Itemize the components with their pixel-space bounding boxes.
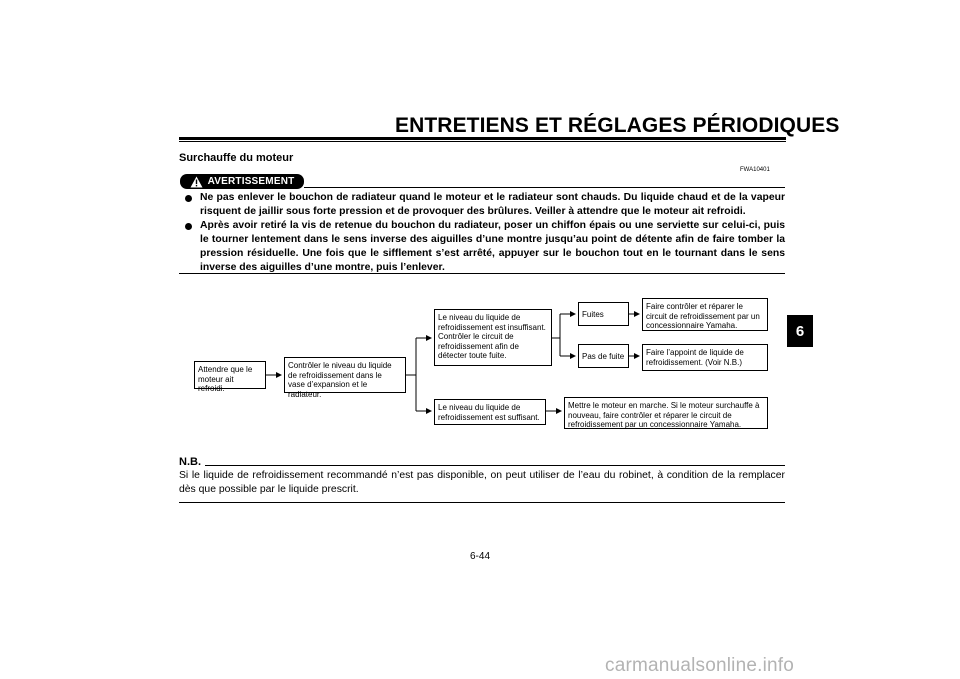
watermark: carmanualsonline.info [605, 655, 795, 676]
flow-step-restart: Mettre le moteur en marche. Si le moteur surchauffe à nouveau, faire contrôler et réparer le circuit de refroidissement par un concessionnaire Yamaha. [564, 397, 768, 429]
warning-bullet-text: Ne pas enlever le bouchon de radiateur quand le moteur et le radiateur sont chauds. Du liquide chaud et de la vapeur risquent de jaillir sous forte pression et de provoquer des brûlures. Veiller à attendre que le moteur ait refroidi. [200, 192, 785, 217]
flow-step-repair: Faire contrôler et réparer le circuit de refroidissement par un concessionnaire Yamaha. [642, 298, 768, 331]
flow-step-leaks: Fuites [578, 302, 629, 326]
flow-step-top-up: Faire l’appoint de liquide de refroidissement. (Voir N.B.) [642, 344, 768, 371]
section-title: Surchauffe du moteur [179, 152, 294, 164]
note-label: N.B. [179, 456, 201, 468]
warning-bullet-text: Après avoir retiré la vis de retenue du bouchon du radiateur, poser un chiffon épais ou une serviette sur celui-ci, puis le tourner lentement dans le sens inverse des aiguilles d’une montre jusqu’au point de détente afin de faire tomber la pression résiduelle. Une fois que le sifflement s’est arrêté, appuyer sur le bouchon tout en le tournant dans le sens inverse des aiguilles d’une montre, puis l’enlever. [200, 220, 785, 273]
flow-step-level-ok: Le niveau du liquide de refroidissement est suffisant. [434, 399, 546, 425]
flow-step-check-level: Contrôler le niveau du liquide de refroidissement dans le vase d’expansion et le radiateur. [284, 357, 406, 393]
note-text: Si le liquide de refroidissement recommandé n’est pas disponible, on peut utiliser de l’eau du robinet, à condition de la remplacer dès que possible par le liquide prescrit. [179, 470, 785, 495]
flow-step-wait: Attendre que le moteur ait refroidi. [194, 361, 266, 389]
warning-label: AVERTISSEMENT [207, 176, 295, 187]
flow-step-level-low: Le niveau du liquide de refroidissement est insuffisant. Contrôler le circuit de refroidissement afin de détecter toute fuite. [434, 309, 552, 366]
note-bottom-rule [179, 502, 785, 503]
note-top-rule [205, 465, 785, 466]
reference-code: FWA10401 [740, 167, 770, 173]
page-header-title: ENTRETIENS ET RÉGLAGES PÉRIODIQUES [395, 114, 840, 137]
page-number: 6-44 [469, 551, 490, 562]
flow-step-no-leak: Pas de fuite [578, 344, 629, 368]
chapter-tab: 6 [787, 315, 813, 347]
